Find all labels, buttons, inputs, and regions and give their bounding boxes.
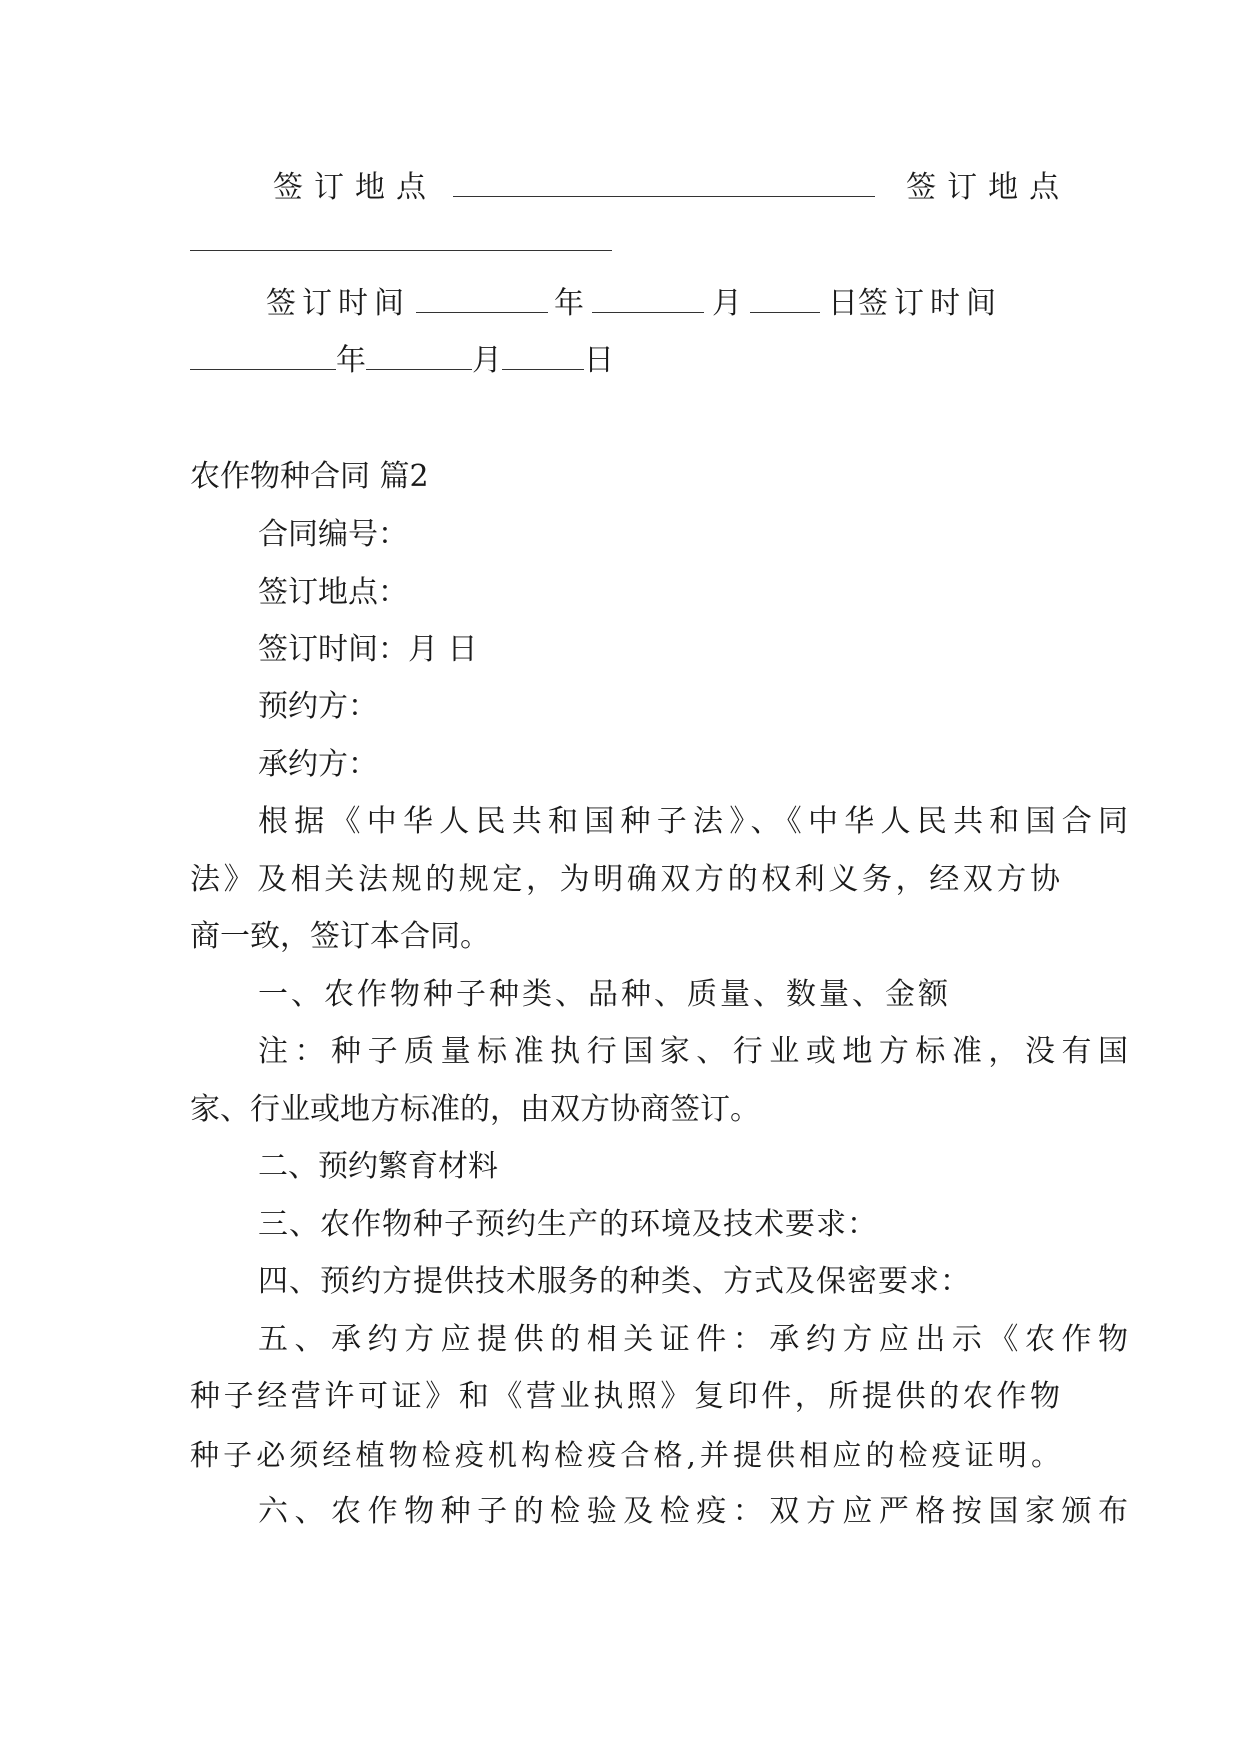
body-line: 注：种子质量标准执行国家、行业或地方标准，没有国 — [258, 1034, 1128, 1069]
signing-time-field: 签订时间：月 日 — [258, 632, 478, 667]
month-blank-2 — [366, 343, 472, 370]
contract-number-field: 合同编号： — [258, 517, 408, 552]
signing-place-blank-2 — [190, 224, 612, 251]
reserving-party-field: 预约方： — [258, 689, 378, 724]
signing-place-row — [190, 168, 1071, 208]
day-blank-1 — [750, 286, 820, 313]
signing-time-row — [190, 284, 1060, 324]
contracting-party-field: 承约方： — [258, 747, 378, 782]
day-blank-2 — [502, 343, 584, 370]
month-label-1: 月 — [712, 286, 742, 321]
body-line: 商一致，签订本合同。 — [190, 919, 490, 954]
day-label-2: 日 — [584, 343, 614, 378]
signing-place-field: 签订地点： — [258, 575, 408, 610]
year-blank-1 — [416, 286, 548, 313]
body-line: 法》及相关法规的规定，为明确双方的权利义务，经双方协 — [190, 862, 1060, 897]
signing-time-continuation — [190, 341, 1060, 381]
signing-place-continuation — [190, 222, 1060, 262]
signing-time-label-2: 签订时间 — [858, 286, 1002, 321]
body-line: 家、行业或地方标准的，由双方协商签订。 — [190, 1092, 760, 1127]
day-label-1: 日 — [828, 286, 858, 321]
signing-time-label-1: 签订时间 — [266, 286, 410, 321]
year-blank-2 — [190, 343, 336, 370]
clause-heading-4: 四、预约方提供技术服务的种类、方式及保密要求： — [258, 1264, 971, 1299]
year-label-2: 年 — [336, 343, 366, 378]
section-title: 农作物种合同 篇2 — [190, 459, 429, 494]
clause-heading-2: 二、预约繁育材料 — [258, 1149, 498, 1184]
signing-place-blank-1 — [453, 170, 875, 197]
clause-heading-6: 六、农作物种子的检验及检疫：双方应严格按国家颁布 — [258, 1494, 1128, 1529]
body-line: 种子必须经植物检疫机构检疫合格,并提供相应的检疫证明。 — [190, 1438, 1060, 1472]
signing-place-label-1: 签订地点 — [273, 170, 437, 205]
clause-heading-5: 五、承约方应提供的相关证件：承约方应出示《农作物 — [258, 1322, 1128, 1357]
month-label-2: 月 — [472, 343, 502, 378]
body-line: 种子经营许可证》和《营业执照》复印件，所提供的农作物 — [190, 1379, 1060, 1414]
year-label-1: 年 — [554, 286, 584, 321]
month-blank-1 — [592, 286, 704, 313]
body-line: 根据《中华人民共和国种子法》、《中华人民共和国合同 — [258, 804, 1128, 839]
signing-place-label-2: 签订地点 — [906, 170, 1071, 205]
clause-heading-3: 三、农作物种子预约生产的环境及技术要求： — [258, 1207, 878, 1242]
clause-heading-1: 一、农作物种子种类、品种、质量、数量、金额 — [258, 977, 951, 1012]
